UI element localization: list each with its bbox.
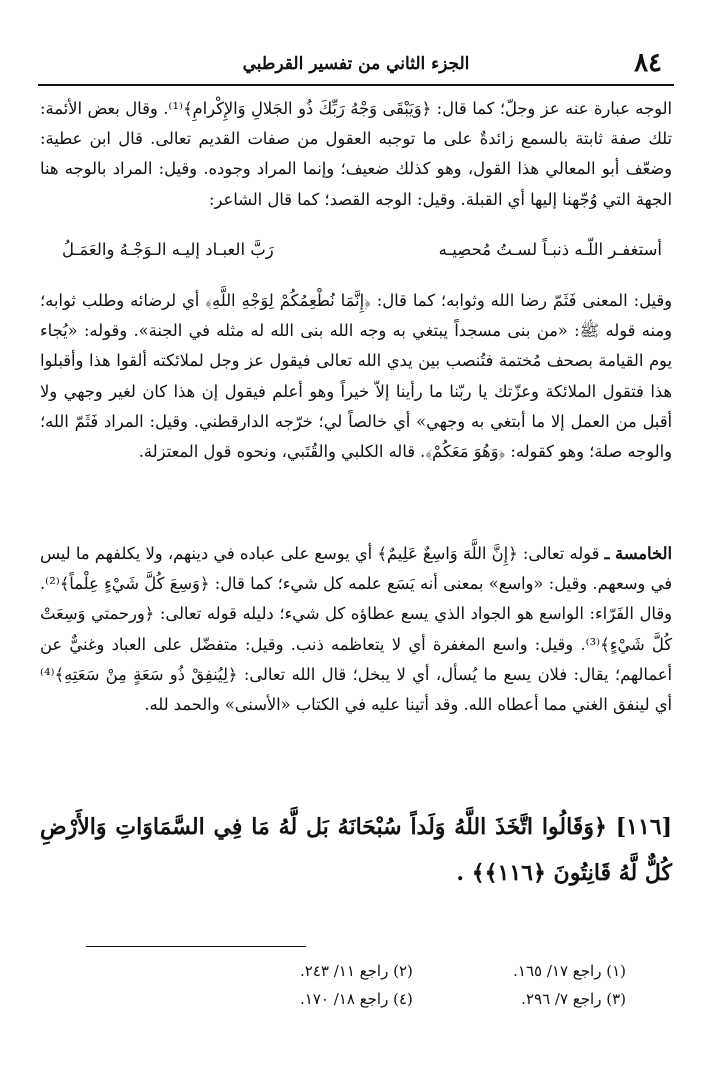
footnote-3: (٣) راجع ٧/ ٢٩٦.	[521, 990, 626, 1008]
footnote-4: (٤) راجع ١٨/ ١٧٠.	[300, 990, 413, 1008]
footnotes	[300, 962, 626, 1018]
page-header	[38, 44, 674, 86]
paragraph-1: الوجه عبارة عنه عز وجلّ؛ كما قال: ﴿وَيَبْقَى وَجْهُ رَبِّكَ ذُو الجَلالِ وَالإِكْرامِ﴾⁽¹⁾. وقال بعض الأئمة: تلك صفة ثابتة بالسمع زائدةٌ على ما توجبه العقول من صفات القديم تعالى. قال ابن عطية: وضعّف أبو المعالي هذا القول، وهو كذلك ضعيف؛ وإنما المراد وجوده. وقيل: المراد بالوجه هنا الجهة التي وُجّهنا إليها أي القبلة. وقيل: الوجه القصد؛ كما قال الشاعر:	[40, 99, 672, 209]
footnote-1: (١) راجع ١٧/ ١٦٥.	[513, 962, 626, 980]
verse-first-hemistich: أستغفـر اللّـه ذنبـاً لسـتُ مُحصِيـه	[438, 240, 662, 259]
paragraph-3	[40, 539, 672, 720]
footnote-2: (٢) راجع ١١/ ٢٤٣.	[300, 962, 413, 980]
quran-verse-heading: [١١٦] ﴿وَقَالُوا اتَّخَذَ اللَّهُ وَلَداً سُبْحَانَهُ بَل لَّهُ مَا فِي السَّمَاوَاتِ وَالأَرْضِ كُلٌّ لَّهُ قَانِتُونَ ﴿١١٦﴾﴾ .	[40, 814, 672, 886]
running-title: الجزء الثاني من تفسير القرطبي	[242, 54, 470, 74]
verse-second-hemistich: رَبَّ العبـاد إليـه الـوَجْـهُ والعَمَـلُ	[62, 240, 274, 259]
footnote-divider	[86, 946, 306, 947]
poetry-verse	[40, 238, 672, 272]
paragraph-3-text: قوله تعالى: ﴿إِنَّ اللَّهَ وَاسِعٌ عَلِيمٌ﴾ أي يوسع على عباده في دينهم، ولا يكلفهم ما ليس في وسعهم. وقيل: «واسع» بمعنى أنه يَسَع علمه كل شيء؛ كما قال: ﴿وَسِعَ كُلَّ شَيْءٍ عِلْماً﴾⁽²⁾. وقال الفَرّاء: الواسع هو الجواد الذي يسع عطاؤه كل شيء؛ دليله قوله تعالى: ﴿ورحمتي وَسِعَتْ كُلَّ شَيْءٍ﴾⁽³⁾. وقيل: واسع المغفرة أي لا يتعاظمه ذنب. وقيل: متفضّل على العباد وغنيٌّ عن أعمالهم؛ يقال: فلان يسع ما يُسأل، أي لا يبخل؛ قال الله تعالى: ﴿لِيُنفِقْ ذُو سَعَةٍ مِنْ سَعَتِهِ﴾⁽⁴⁾ أي لينفق الغني مما أعطاه الله. وقد أتينا عليه في الكتاب «الأسنى» والحمد لله.	[40, 544, 672, 715]
page-number: ٨٤	[634, 48, 662, 78]
section-lead: الخامسة ـ	[604, 544, 672, 563]
paragraph-2: وقيل: المعنى فَثَمّ رضا الله وثوابه؛ كما قال: ﴿إِنَّمَا نُطْعِمُكُمْ لِوَجْهِ اللَّهِ﴾ أي لرضائه وطلب ثوابه؛ ومنه قوله ﷺ: «من بنى مسجداً يبتغي به وجه الله بنى الله له مثله في الجنة». وقوله: «يُجاء يوم القيامة بصحف مُختمة فتُنصب بين يدي الله تعالى فيقول عز وجل لملائكته ألقوا هذا وأقبلوا هذا فتقول الملائكة وعزّتك يا ربّنا ما رأينا إلاّ خيراً وهو أعلم فيقول إن هذا كان لغير وجهي ولا أقبل من العمل إلا ما أبتغي به وجهي» أي خالصاً لي؛ خرّجه الدارقطني. وقيل: المراد فَثَمّ الله؛ والوجه صلة؛ وهو كقوله: ﴿وَهُوَ مَعَكُمْ﴾. قاله الكلبي والقُتَبي، ونحوه قول المعتزلة.	[40, 291, 672, 462]
